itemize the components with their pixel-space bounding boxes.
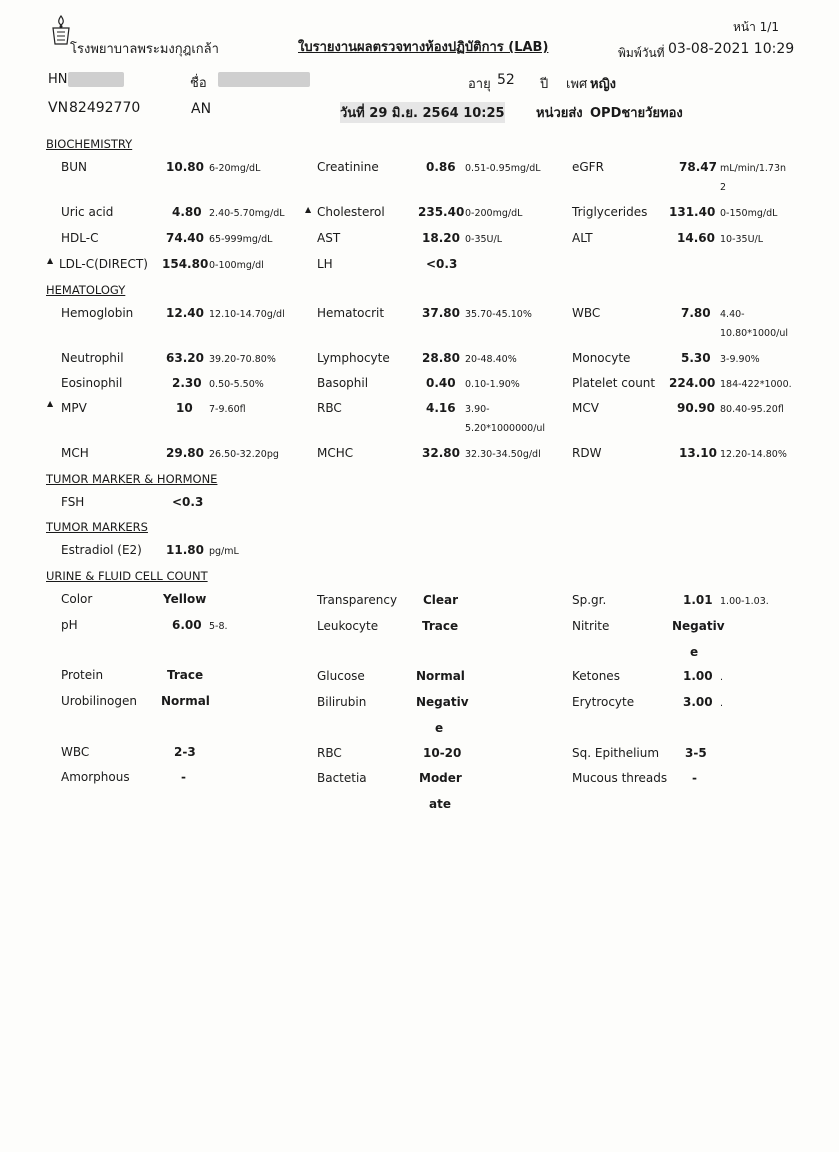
rbc-ref: 3.90- — [465, 404, 490, 415]
leukocyte-value: Trace — [422, 619, 459, 633]
color-name: Color — [61, 592, 93, 606]
transparency-name: Transparency — [317, 593, 398, 607]
age-label: อายุ — [468, 77, 491, 92]
amorphous-name: Amorphous — [61, 770, 130, 784]
hdl-ref: 65-999mg/dL — [209, 234, 273, 245]
bilirubin-value: Negativ — [416, 695, 469, 709]
bun-value: 10.80 — [166, 160, 204, 174]
cholesterol-name: Cholesterol — [317, 205, 385, 219]
dept-value: OPDชายวัยทอง — [590, 106, 683, 121]
hn-label: HN — [48, 72, 68, 87]
baso-ref: 0.10-1.90% — [465, 379, 520, 390]
mono-value: 5.30 — [681, 351, 711, 365]
sex-value: หญิง — [590, 77, 616, 92]
high-flag-icon: ▲ — [305, 205, 312, 214]
erytrocyte-name: Erytrocyte — [572, 695, 635, 709]
mch-name: MCH — [61, 446, 89, 460]
urine-rbc-name: RBC — [317, 746, 342, 760]
hct-ref: 35.70-45.10% — [465, 309, 532, 320]
bacteria-value-cont: ate — [429, 797, 451, 811]
rdw-value: 13.10 — [679, 446, 717, 460]
report-title: ใบรายงานผลตรวจทางห้องปฏิบัติการ (LAB) — [298, 40, 549, 55]
mpv-name: MPV — [61, 401, 87, 415]
urine-rbc-value: 10-20 — [423, 746, 462, 760]
tg-value: 131.40 — [669, 205, 716, 219]
ast-name: AST — [317, 231, 341, 245]
uric-ref: 2.40-5.70mg/dL — [209, 208, 285, 219]
printed-label: พิมพ์วันที่ — [618, 46, 665, 60]
sq-epithelium-name: Sq. Epithelium — [572, 746, 660, 760]
neut-name: Neutrophil — [61, 351, 124, 365]
tg-name: Triglycerides — [572, 205, 648, 219]
egfr-ref-cont: 2 — [720, 182, 727, 193]
ketones-name: Ketones — [572, 669, 620, 683]
color-value: Yellow — [163, 592, 207, 606]
ph-name: pH — [61, 618, 78, 632]
mono-ref: 3-9.90% — [720, 354, 760, 365]
urobilinogen-value: Normal — [161, 694, 210, 708]
mcv-ref: 80.40-95.20fl — [720, 404, 784, 415]
sex-label: เพศ — [566, 77, 588, 92]
age-value: 52 — [497, 72, 515, 88]
creatinine-ref: 0.51-0.95mg/dL — [465, 163, 541, 174]
age-unit: ปี — [540, 77, 549, 92]
baso-name: Basophil — [317, 376, 369, 390]
fsh-value: <0.3 — [172, 495, 204, 509]
amorphous-value: - — [181, 770, 186, 784]
section-tumor-hormone: TUMOR MARKER & HORMONE — [46, 472, 218, 486]
eos-value: 2.30 — [172, 376, 202, 390]
high-flag-icon: ▲ — [47, 399, 54, 408]
plt-ref: 184-422*1000. — [720, 379, 792, 390]
spgr-value: 1.01 — [683, 593, 713, 607]
ph-ref: 5-8. — [209, 621, 228, 632]
urobilinogen-name: Urobilinogen — [61, 694, 137, 708]
alt-ref: 10-35U/L — [720, 234, 764, 245]
mch-ref: 26.50-32.20pg — [209, 449, 279, 460]
nitrite-name: Nitrite — [572, 619, 610, 633]
mch-value: 29.80 — [166, 446, 204, 460]
page-label: หน้า 1/1 — [733, 20, 779, 34]
printed-datetime: 03-08-2021 10:29 — [668, 41, 795, 57]
transparency-value: Clear — [423, 593, 459, 607]
eos-name: Eosinophil — [61, 376, 123, 390]
leukocyte-name: Leukocyte — [317, 619, 379, 633]
bacteria-value: Moder — [419, 771, 462, 785]
bun-ref: 6-20mg/dL — [209, 163, 261, 174]
mchc-ref: 32.30-34.50g/dl — [465, 449, 541, 460]
rbc-name: RBC — [317, 401, 342, 415]
hn-value — [68, 72, 124, 87]
section-tumor-markers: TUMOR MARKERS — [46, 520, 148, 534]
lymph-ref: 20-48.40% — [465, 354, 517, 365]
name-label: ชื่อ — [190, 76, 207, 91]
protein-name: Protein — [61, 668, 104, 682]
spgr-ref: 1.00-1.03. — [720, 596, 769, 607]
ph-value: 6.00 — [172, 618, 202, 632]
dept-label: หน่วยส่ง — [536, 106, 583, 121]
ast-ref: 0-35U/L — [465, 234, 503, 245]
rdw-name: RDW — [572, 446, 602, 460]
hgb-name: Hemoglobin — [61, 306, 134, 320]
lymph-name: Lymphocyte — [317, 351, 390, 365]
patient-name — [218, 72, 310, 87]
uric-name: Uric acid — [61, 205, 114, 219]
mcv-name: MCV — [572, 401, 599, 415]
bilirubin-name: Bilirubin — [317, 695, 367, 709]
lymph-value: 28.80 — [422, 351, 460, 365]
egfr-ref: mL/min/1.73n — [720, 163, 787, 174]
section-hematology: HEMATOLOGY — [46, 283, 126, 297]
hgb-ref: 12.10-14.70g/dl — [209, 309, 285, 320]
hdl-value: 74.40 — [166, 231, 204, 245]
hdl-name: HDL-C — [61, 231, 99, 245]
ldl-name: LDL-C(DIRECT) — [59, 257, 148, 271]
erytrocyte-ref: . — [720, 698, 724, 709]
urine-wbc-name: WBC — [61, 745, 90, 759]
alt-name: ALT — [572, 231, 593, 245]
wbc-value: 7.80 — [681, 306, 711, 320]
mucous-value: - — [692, 771, 697, 785]
egfr-name: eGFR — [572, 160, 604, 174]
baso-value: 0.40 — [426, 376, 456, 390]
vn-value: 82492770 — [69, 100, 141, 116]
rbc-ref-cont: 5.20*1000000/ul — [465, 423, 546, 434]
egfr-value: 78.47 — [679, 160, 717, 174]
eos-ref: 0.50-5.50% — [209, 379, 264, 390]
ldl-value: 154.80 — [162, 257, 209, 271]
section-biochemistry: BIOCHEMISTRY — [46, 137, 133, 151]
mpv-ref: 7-9.60fl — [209, 404, 246, 415]
bacteria-name: Bactetia — [317, 771, 367, 785]
cholesterol-ref: 0-200mg/dL — [465, 208, 523, 219]
plt-name: Platelet count — [572, 376, 656, 390]
e2-value: 11.80 — [166, 543, 204, 557]
cholesterol-value: 235.40 — [418, 205, 465, 219]
glucose-value: Normal — [416, 669, 465, 683]
vn-label: VN — [48, 100, 69, 116]
wbc-ref: 4.40- — [720, 309, 745, 320]
wbc-ref-cont: 10.80*1000/ul — [720, 328, 788, 339]
mono-name: Monocyte — [572, 351, 631, 365]
an-label: AN — [191, 101, 212, 117]
wbc-name: WBC — [572, 306, 601, 320]
high-flag-icon: ▲ — [47, 256, 54, 265]
neut-ref: 39.20-70.80% — [209, 354, 276, 365]
visit-date: วันที่ 29 มิ.ย. 2564 10:25 — [340, 102, 505, 123]
urine-wbc-value: 2-3 — [174, 745, 196, 759]
mchc-name: MCHC — [317, 446, 354, 460]
erytrocyte-value: 3.00 — [683, 695, 713, 709]
mcv-value: 90.90 — [677, 401, 715, 415]
ldl-ref: 0-100mg/dl — [209, 260, 264, 271]
rdw-ref: 12.20-14.80% — [720, 449, 787, 460]
ketones-value: 1.00 — [683, 669, 713, 683]
hct-name: Hematocrit — [317, 306, 385, 320]
e2-name: Estradiol (E2) — [61, 543, 142, 557]
mchc-value: 32.80 — [422, 446, 460, 460]
tg-ref: 0-150mg/dL — [720, 208, 778, 219]
lh-value: <0.3 — [426, 257, 458, 271]
bun-name: BUN — [61, 160, 87, 174]
protein-value: Trace — [167, 668, 204, 682]
ketones-ref: . — [720, 672, 724, 683]
spgr-name: Sp.gr. — [572, 593, 607, 607]
creatinine-name: Creatinine — [317, 160, 379, 174]
ast-value: 18.20 — [422, 231, 460, 245]
section-urine: URINE & FLUID CELL COUNT — [46, 569, 208, 583]
hct-value: 37.80 — [422, 306, 460, 320]
alt-value: 14.60 — [677, 231, 715, 245]
uric-value: 4.80 — [172, 205, 202, 219]
neut-value: 63.20 — [166, 351, 204, 365]
fsh-name: FSH — [61, 495, 85, 509]
e2-unit: pg/mL — [209, 546, 239, 557]
lh-name: LH — [317, 257, 333, 271]
mpv-value: 10 — [176, 401, 193, 415]
mucous-name: Mucous threads — [572, 771, 668, 785]
nitrite-value-cont: e — [690, 645, 699, 659]
rbc-value: 4.16 — [426, 401, 456, 415]
bilirubin-value-cont: e — [435, 721, 444, 735]
hospital-name: โรงพยาบาลพระมงกุฎเกล้า — [70, 42, 219, 57]
glucose-name: Glucose — [317, 669, 365, 683]
nitrite-value: Negativ — [672, 619, 725, 633]
plt-value: 224.00 — [669, 376, 716, 390]
sq-epithelium-value: 3-5 — [685, 746, 707, 760]
hgb-value: 12.40 — [166, 306, 204, 320]
creatinine-value: 0.86 — [426, 160, 456, 174]
